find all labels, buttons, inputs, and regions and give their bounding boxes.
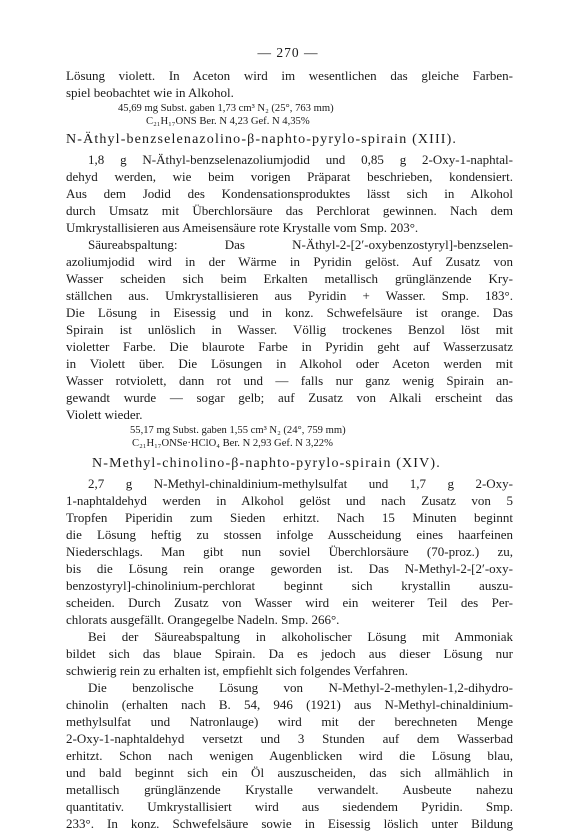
text-line: gewandt wurde — sogar gelb; auf Zusatz von Alkali erscheint das: [66, 390, 513, 405]
analysis-line: 45,69 mg Subst. gaben 1,73 cm³ N₂ (25°, 763 mm): [118, 103, 334, 114]
text-line: bis die Lösung rein orange geworden ist. Das N-Methyl-2-[2′-oxy-: [66, 561, 513, 576]
text-line: bildet sich das blaue Spirain. Da es jedoch aus dieser Lösung nur: [66, 646, 513, 661]
text-line: Tropfen Piperidin zum Sieden erhitzt. Nach 15 Minuten beginnt: [66, 510, 513, 525]
text-line: azoliumjodid wird in der Wärme in Pyridin gelöst. Auf Zusatz von: [66, 254, 513, 269]
text-line: ställchen aus. Umkrystallisieren aus Pyridin + Wasser. Smp. 183°.: [66, 288, 513, 303]
text-line: 1,8 g N-Äthyl-benzselenazoliumjodid und 0,85 g 2-Oxy-1-naphtal-: [88, 152, 513, 167]
text-line: Niederschlags. Man gibt nun soviel Überchlorsäure (70-proz.) zu,: [66, 544, 513, 559]
text-line: violetter Farbe. Die blaurote Farbe in Pyridin geht auf Wasserzusatz: [66, 339, 513, 354]
section-heading: N-Äthyl-benzselenazolino-β-naphto-pyrylo-spirain (XIII).: [66, 132, 458, 147]
text-line: Wasser scheiden sich beim Erkalten metallisch grünglänzende Kry-: [66, 271, 513, 286]
section-heading: N-Methyl-chinolino-β-naphto-pyrylo-spirain (XIV).: [92, 456, 441, 471]
text-line: methylsulfat und Natronlauge) wird mit der berechneten Menge: [66, 714, 513, 729]
text-line: chlorats ausgefällt. Orangegelbe Nadeln. Smp. 266°.: [66, 612, 340, 627]
text-line: chinolin (erhalten nach B. 54, 946 (1921) aus N-Methyl-chinaldinium-: [66, 697, 513, 712]
text-line: dehyd werden, wie beim vorigen Präparat beschrieben, kondensiert.: [66, 169, 513, 184]
analysis-formula: C₂₁H₁₇ONSe·HClO₄ Ber. N 2,93 Gef. N 3,22%: [132, 438, 333, 449]
text-line: scheiden. Durch Zusatz von Wasser wird ein weiterer Teil des Per-: [66, 595, 513, 610]
text-line: Aus dem Jodid des Kondensationsproduktes lässt sich in Alkohol: [66, 186, 513, 201]
text-line: Säureabspaltung: Das N-Äthyl-2-[2′-oxybenzostyryl]-benzselen-: [88, 237, 513, 252]
text-line: Lösung violett. In Aceton wird im wesentlichen das gleiche Farben-: [66, 68, 513, 83]
text-line: quantitativ. Umkrystallisiert wird aus siedendem Pyridin. Smp.: [66, 799, 513, 814]
text-line: Violett wieder.: [66, 407, 143, 422]
text-line: in Violett über. Die Lösungen in Alkohol oder Aceton werden mit: [66, 356, 513, 371]
page-number: — 270 —: [257, 45, 319, 60]
text-line: die Lösung heftig zu stossen infolge Ausscheidung eines haarfeinen: [66, 527, 513, 542]
text-line: metallisch grünglänzende Krystalle verwandelt. Ausbeute nahezu: [66, 782, 513, 797]
text-line: und bald beginnt sich ein Öl auszuscheiden, das sich allmählich in: [66, 765, 513, 780]
text-line: erhitzt. Schon nach wenigen Augenblicken wird die Lösung blau,: [66, 748, 513, 763]
text-line: Spirain ist unlöslich in Wasser. Völlig trockenes Benzol löst mit: [66, 322, 513, 337]
text-line: benzostyryl]-chinolinium-perchlorat beginnt sich krystallin auszu-: [66, 578, 513, 593]
text-line: 2-Oxy-1-naphtaldehyd versetzt und 3 Stunden auf dem Wasserbad: [66, 731, 513, 746]
text-line: 2,7 g N-Methyl-chinaldinium-methylsulfat und 1,7 g 2-Oxy-: [88, 476, 513, 491]
text-line: schwierig rein zu erhalten ist, empfiehlt sich folgendes Verfahren.: [66, 663, 408, 678]
analysis-line: 55,17 mg Subst. gaben 1,55 cm³ N₂ (24°, 759 mm): [130, 425, 346, 436]
analysis-formula: C₂₁H₁₇ONS Ber. N 4,23 Gef. N 4,35%: [146, 116, 310, 127]
text-line: Bei der Säureabspaltung in alkoholischer Lösung mit Ammoniak: [88, 629, 513, 644]
text-line: Die benzolische Lösung von N-Methyl-2-methylen-1,2-dihydro-: [88, 680, 513, 695]
text-line: Wasser rotviolett, dann rot und — falls nur ganz wenig Spirain an-: [66, 373, 513, 388]
text-line: 1-naphtaldehyd werden in Alkohol gelöst und nach Zusatz von 5: [66, 493, 513, 508]
text-line: spiel beobachtet wie in Alkohol.: [66, 85, 234, 100]
text-line: Umkrystallisieren aus Ameisensäure rote Krystalle vom Smp. 203°.: [66, 220, 419, 235]
text-line: 233°. In konz. Schwefelsäure sowie in Eisessig löslich unter Bildung: [66, 816, 513, 831]
text-line: durch Umsatz mit Überchlorsäure das Perchlorat gewinnen. Nach dem: [66, 203, 513, 218]
text-line: Die Lösung in Eisessig und in konz. Schwefelsäure ist orange. Das: [66, 305, 513, 320]
